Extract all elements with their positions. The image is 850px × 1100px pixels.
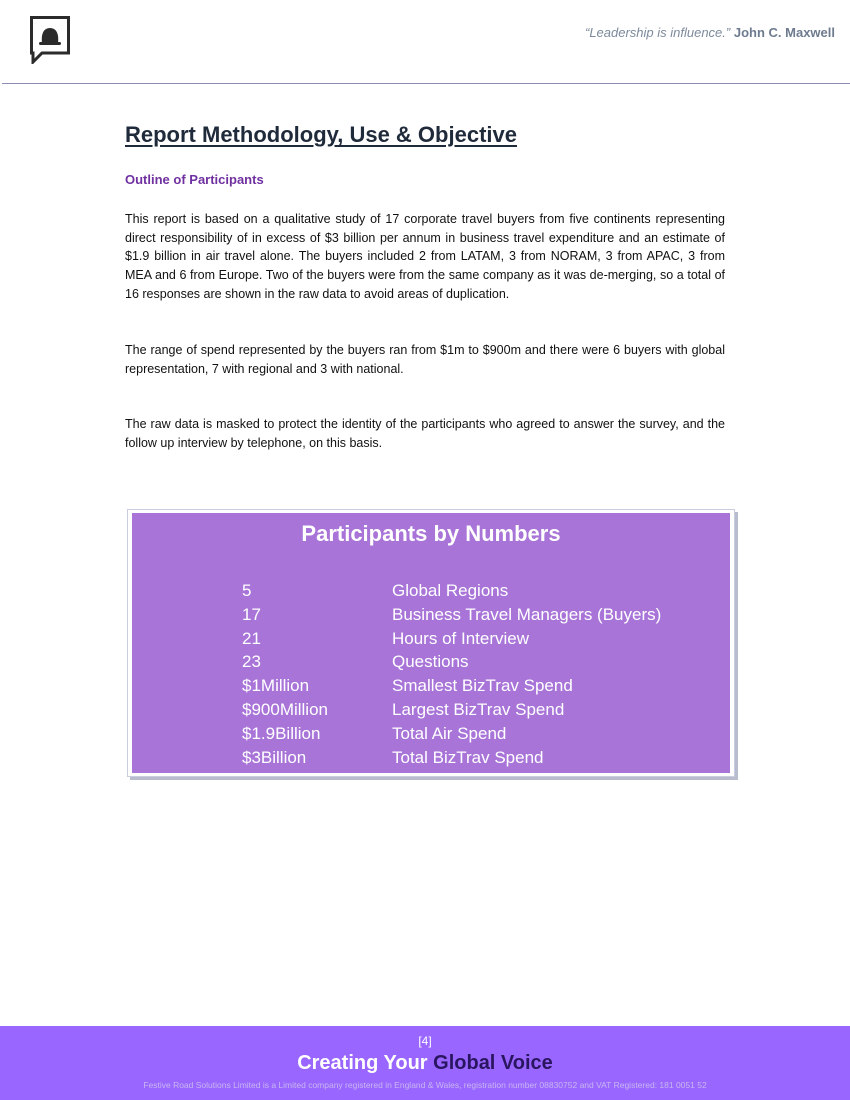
page-title: Report Methodology, Use & Objective (125, 122, 517, 147)
paragraph-spend-range: The range of spend represented by the buyers ran from $1m to $900m and there were 6 buyers with global representation, 7 with regional and 3 with national. (125, 343, 725, 376)
stat-value: 5 (242, 581, 252, 600)
participants-box (127, 509, 735, 777)
stat-label: Global Regions (392, 581, 509, 600)
stat-value: $1.9Billion (242, 723, 321, 743)
stat-row (242, 650, 661, 674)
stat-label: Hours of Interview (392, 628, 529, 648)
stat-row (242, 603, 661, 627)
stat-row (242, 674, 661, 698)
header-quote (585, 25, 835, 40)
stat-label: Largest BizTrav Spend (392, 699, 565, 719)
stat-label: Total Air Spend (392, 723, 507, 743)
footer-legal-text: Festive Road Solutions Limited is a Limited company registered in England & Wales, registration number 08830752 and VAT Registered: 181 0051 52 (143, 1080, 707, 1090)
participants-box-title: Participants by Numbers (301, 521, 561, 546)
slogan-part-1: Creating Your (297, 1052, 434, 1074)
quote-author: John C. Maxwell (733, 25, 835, 40)
stat-row (242, 698, 661, 722)
stat-row (242, 627, 661, 651)
slogan-part-2: Global Voice (433, 1052, 553, 1074)
stat-value: 17 (242, 604, 261, 624)
footer-slogan (0, 1052, 850, 1075)
paragraph-data-masking: The raw data is masked to protect the identity of the participants who agreed to answer the survey, and the follow up interview by telephone, on this basis. (125, 417, 725, 450)
section-heading: Outline of Participants (125, 172, 264, 187)
header-divider (2, 83, 850, 84)
stat-value: $3Billion (242, 747, 307, 767)
stat-value: 21 (242, 628, 261, 648)
stat-row (242, 746, 661, 770)
page-number: [4] (418, 1034, 432, 1048)
speech-bubble-hat-icon (30, 16, 70, 64)
stat-label: Questions (392, 652, 469, 672)
stat-label: Smallest BizTrav Spend (392, 676, 573, 696)
page-footer (0, 1026, 850, 1100)
stat-label: Business Travel Managers (Buyers) (392, 604, 662, 624)
stat-value: $1Million (242, 676, 310, 696)
stat-row (242, 579, 661, 603)
participants-stats-list (242, 579, 661, 769)
stat-value: 23 (242, 652, 261, 672)
participants-box-panel (132, 513, 730, 773)
paragraph-study-overview: This report is based on a qualitative study of 17 corporate travel buyers from five continents representing direct responsibility of in excess of $3 billion per annum in business travel expenditure and an estimate of $1.9 billion in air travel alone. The buyers included 2 from LATAM, 3 from NORAM, 3 from APAC, 3 from MEA and 6 from Europe. Two of the buyers were from the same company as it was de-merging, so a total of 16 responses are shown in the raw data to avoid areas of duplication. (125, 212, 725, 301)
stat-label: Total BizTrav Spend (392, 747, 544, 767)
stat-value: $900Million (242, 699, 328, 719)
quote-text: “Leadership is influence.” (584, 25, 731, 40)
stat-row (242, 722, 661, 746)
